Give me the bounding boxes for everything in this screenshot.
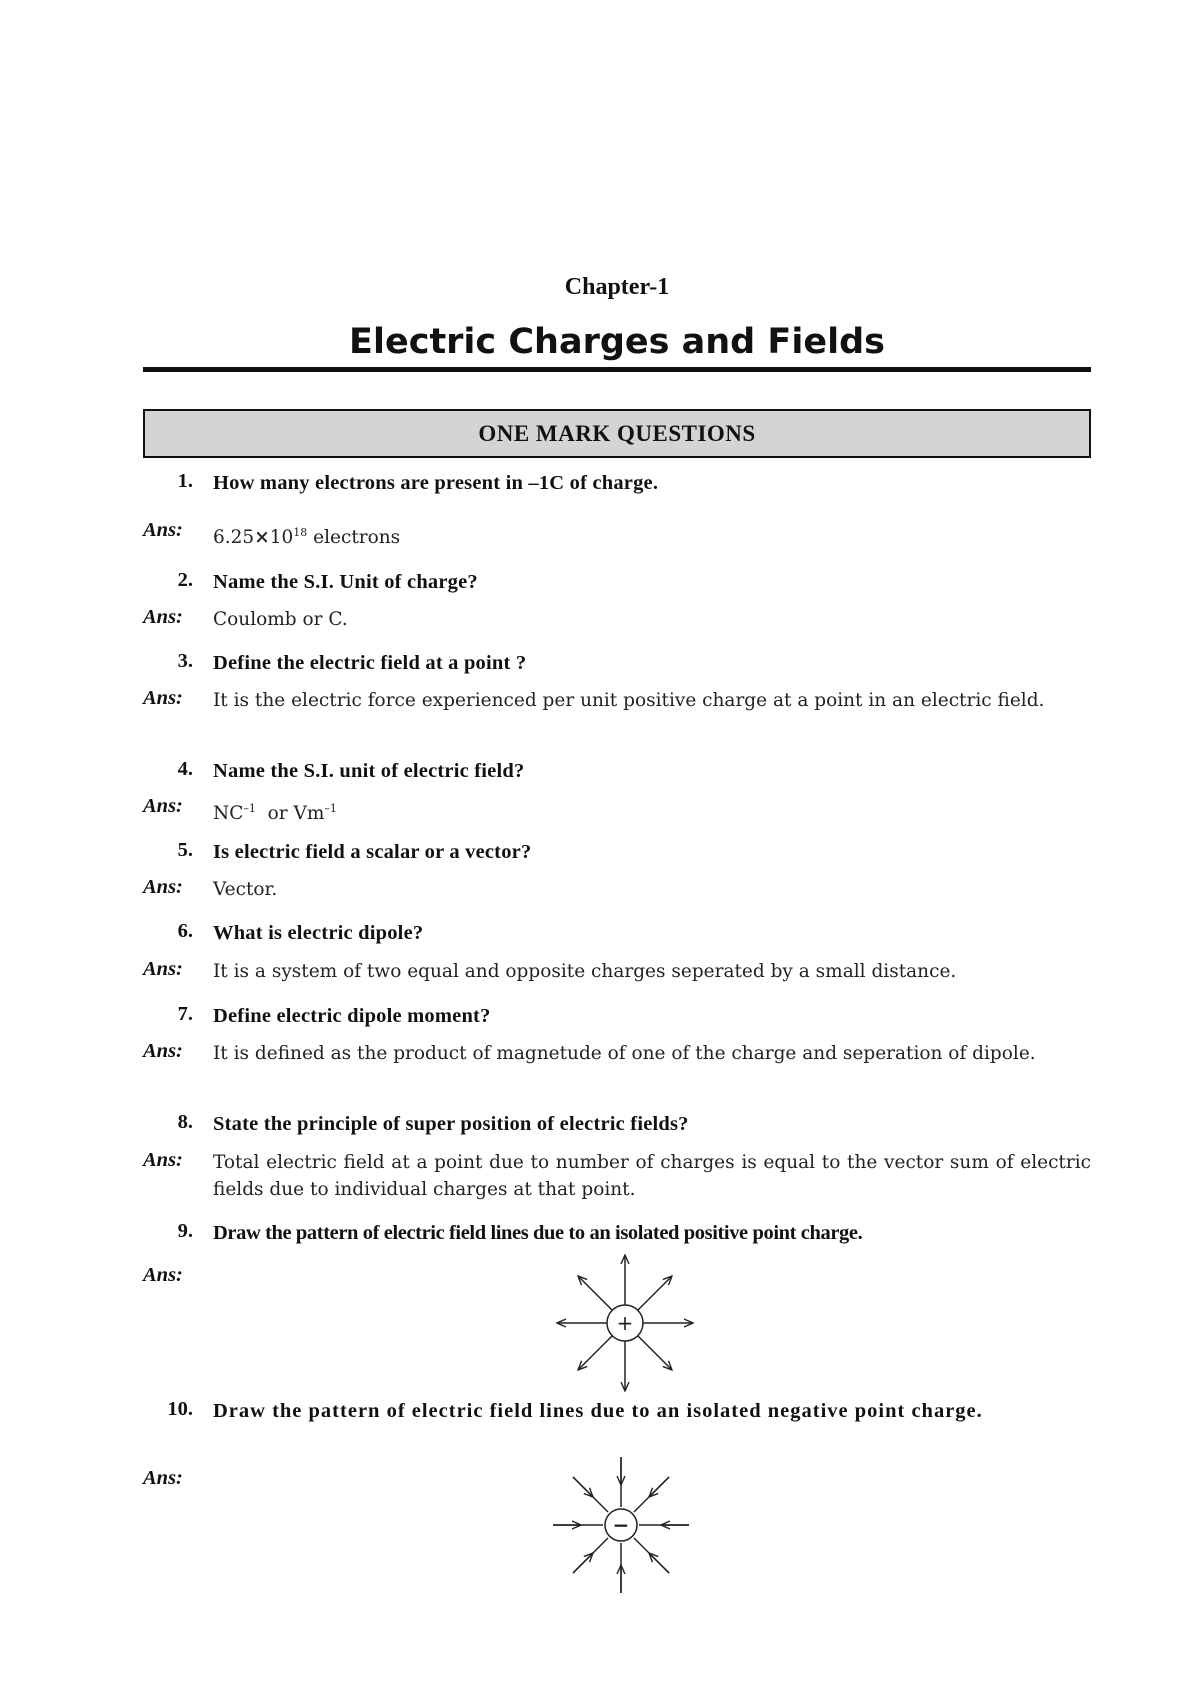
question-text: Draw the pattern of electric field lines due to an isolated positive point charge. — [213, 1222, 863, 1244]
question-number: 7. — [177, 1003, 193, 1025]
answer-text: It is defined as the product of magnetude of one of the charge and seperation of dipole. — [213, 1043, 1036, 1064]
answer-text: It is the electric force experienced per unit positive charge at a point in an electric field. — [213, 690, 1045, 711]
answer-text: $6.25\times 10^{18}$ electrons — [213, 526, 401, 549]
question-number: 5. — [177, 839, 193, 861]
answer-label: Ans: — [143, 1040, 183, 1062]
answer-label: Ans: — [143, 795, 183, 817]
question-text: How many electrons are present in –1C of charge. — [213, 472, 659, 494]
question-number: 9. — [177, 1220, 193, 1242]
question-text: State the principle of super position of electric fields? — [213, 1113, 689, 1135]
plus-sign: + — [616, 1311, 634, 1335]
answer-label: Ans: — [143, 1467, 183, 1489]
minus-sign: − — [612, 1513, 630, 1537]
question-text: Is electric field a scalar or a vector? — [213, 841, 532, 863]
answer-text: Total electric field at a point due to number of charges is equal to the vector sum of electric fields due to individual charges at that point. — [213, 1152, 1091, 1200]
answer-label: Ans: — [143, 519, 183, 541]
question-number: 10. — [167, 1398, 193, 1420]
question-number: 2. — [177, 569, 193, 591]
question-text: Define electric dipole moment? — [213, 1005, 491, 1027]
answer-text: Vector. — [213, 879, 278, 900]
question-text: Draw the pattern of electric field lines due to an isolated negative point charge. — [213, 1400, 983, 1422]
question-text: Define the electric field at a point ? — [213, 652, 527, 674]
answer-label: Ans: — [143, 687, 183, 709]
answer-text: It is a system of two equal and opposite charges seperated by a small distance. — [213, 961, 957, 982]
title-underline — [143, 367, 1091, 372]
chapter-label: Chapter-1 — [564, 274, 670, 300]
question-number: 4. — [177, 758, 193, 780]
question-text: Name the S.I. unit of electric field? — [213, 760, 525, 782]
answer-label: Ans: — [143, 606, 183, 628]
answer-text: Coulomb or C. — [213, 609, 348, 630]
answer-label: Ans: — [143, 1149, 183, 1171]
question-text: Name the S.I. Unit of charge? — [213, 571, 478, 593]
page-title: Electric Charges and Fields — [349, 322, 885, 362]
negative-charge-field-diagram — [551, 1455, 691, 1595]
answer-label: Ans: — [143, 876, 183, 898]
question-number: 1. — [177, 470, 193, 492]
question-number: 6. — [177, 920, 193, 942]
question-number: 3. — [177, 650, 193, 672]
positive-charge-field-diagram — [555, 1253, 695, 1393]
question-text: What is electric dipole? — [213, 922, 424, 944]
answer-label: Ans: — [143, 1264, 183, 1286]
question-number: 8. — [177, 1111, 193, 1133]
answer-text: $NC^{-1}$ or $Vm^{-1}$ — [213, 802, 337, 825]
answer-label: Ans: — [143, 958, 183, 980]
section-heading: ONE MARK QUESTIONS — [143, 409, 1091, 458]
